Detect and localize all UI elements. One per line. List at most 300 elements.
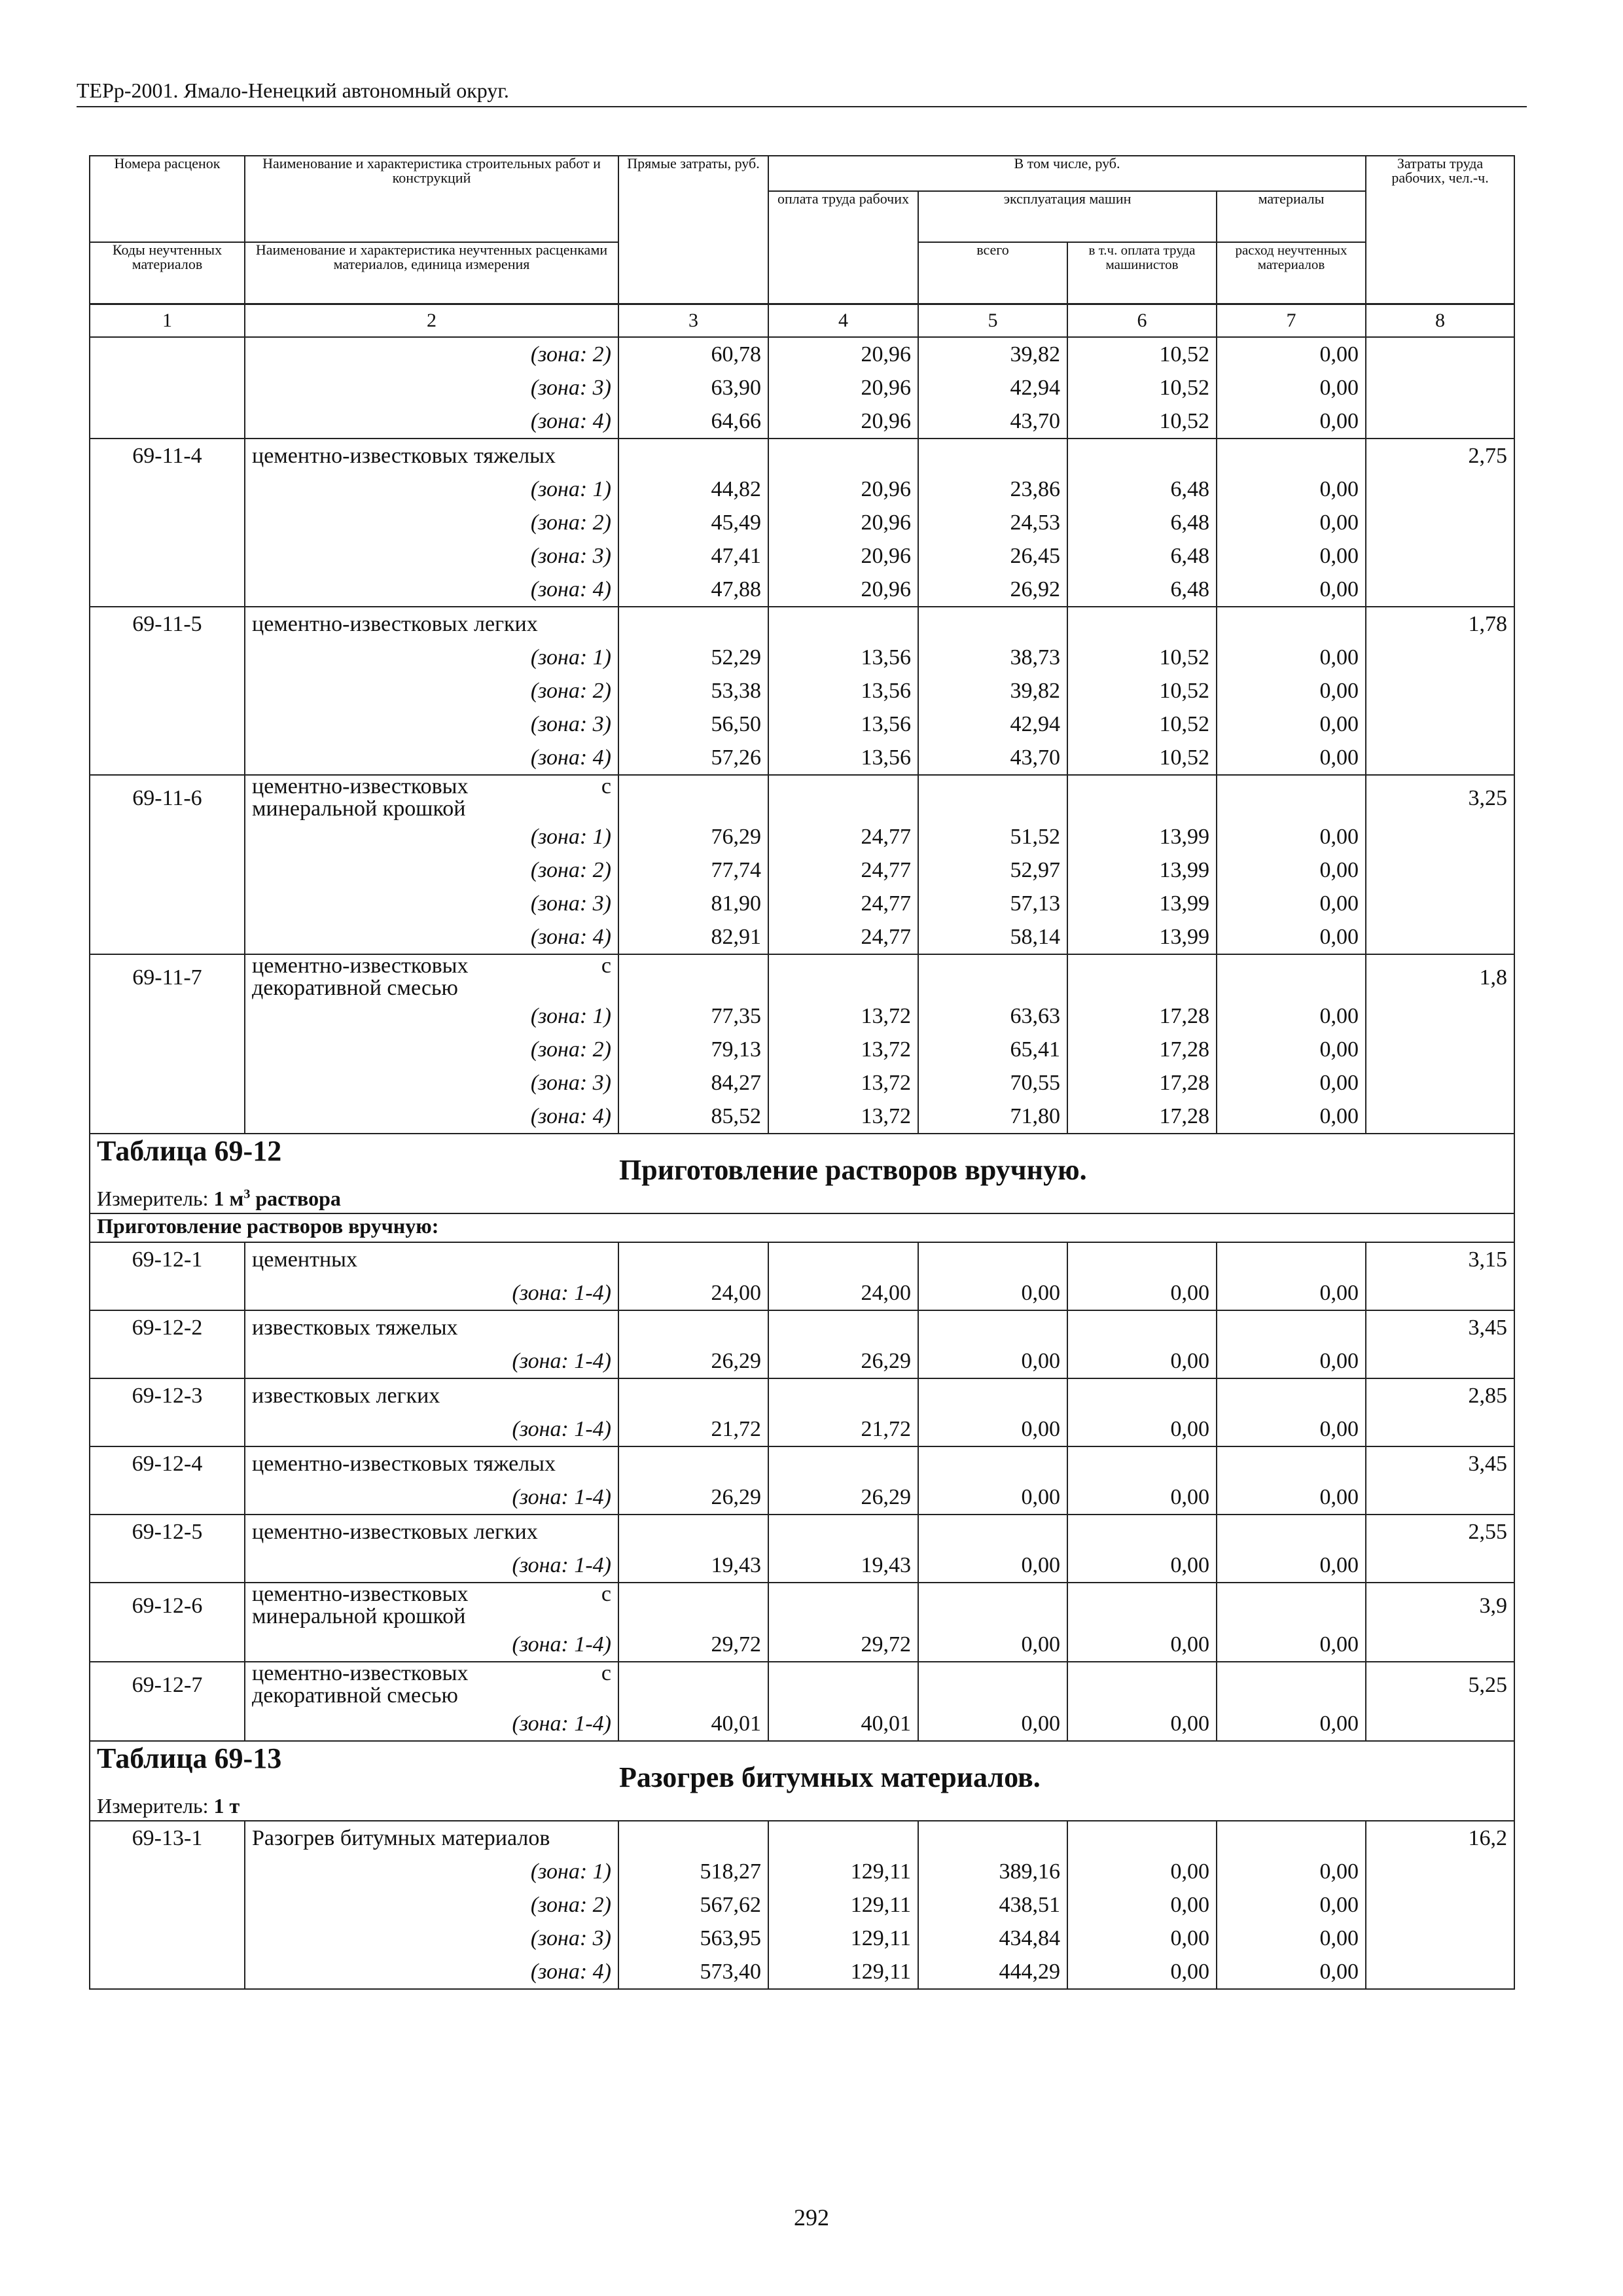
unaccounted-materials: 0,00 [1217,404,1366,439]
machines-total: 42,94 [918,371,1067,404]
running-header: ТЕРр-2001. Ямало-Ненецкий автономный округ. [77,79,509,102]
empty-cell [1366,371,1514,404]
table-69-11-body [90,337,1514,1134]
empty-cell [618,439,768,473]
operators-pay: 0,00 [1067,1276,1217,1310]
zone-row [90,1100,1514,1134]
rate-name: цементных [245,1242,618,1276]
direct-costs: 52,29 [618,641,768,674]
zone-label: (зона: 2) [245,506,618,539]
empty-cell [768,1378,918,1412]
empty-cell [1366,337,1514,371]
empty-cell [918,1446,1067,1480]
empty-cell [90,1276,245,1310]
empty-cell [1217,1662,1366,1707]
labor-pay: 24,77 [768,920,918,954]
rate-header-row [90,1821,1514,1855]
zone-label: (зона: 4) [245,741,618,775]
unaccounted-materials: 0,00 [1217,371,1366,404]
unaccounted-materials: 0,00 [1217,1955,1366,1989]
unaccounted-materials: 0,00 [1217,1100,1366,1134]
operators-pay: 0,00 [1067,1412,1217,1446]
operators-pay: 0,00 [1067,1888,1217,1922]
empty-cell [618,775,768,820]
empty-cell [1366,1276,1514,1310]
empty-cell [768,775,918,820]
unaccounted-materials: 0,00 [1217,1922,1366,1955]
empty-cell [768,1446,918,1480]
labor-pay: 20,96 [768,473,918,506]
empty-cell [1366,1922,1514,1955]
zone-row [90,1955,1514,1989]
empty-cell [1366,1033,1514,1066]
zone-label: (зона: 3) [245,371,618,404]
operators-pay: 10,52 [1067,371,1217,404]
operators-pay: 13,99 [1067,887,1217,920]
unaccounted-materials: 0,00 [1217,473,1366,506]
unaccounted-materials: 0,00 [1217,1276,1366,1310]
unaccounted-materials: 0,00 [1217,887,1366,920]
labor-cost: 3,25 [1366,775,1514,820]
rate-header-row [90,1242,1514,1276]
empty-cell [1366,1707,1514,1741]
operators-pay: 17,28 [1067,999,1217,1033]
machines-total: 38,73 [918,641,1067,674]
labor-pay: 20,96 [768,539,918,573]
labor-cost: 2,85 [1366,1378,1514,1412]
machines-total: 39,82 [918,337,1067,371]
empty-cell [1067,1242,1217,1276]
operators-pay: 10,52 [1067,641,1217,674]
header-machines-operators: в т.ч. оплата труда машинистов [1067,242,1217,304]
direct-costs: 53,38 [618,674,768,708]
empty-cell [1217,1378,1366,1412]
direct-costs: 82,91 [618,920,768,954]
empty-cell [1366,1344,1514,1378]
empty-cell [90,404,245,439]
rate-name: Разогрев битумных материалов [245,1821,618,1855]
zone-row [90,473,1514,506]
empty-cell [768,1662,918,1707]
labor-pay: 13,72 [768,1066,918,1100]
empty-cell [90,1922,245,1955]
empty-cell [1366,999,1514,1033]
machines-total: 23,86 [918,473,1067,506]
empty-cell [1366,506,1514,539]
labor-cost: 1,8 [1366,954,1514,999]
operators-pay: 6,48 [1067,506,1217,539]
unaccounted-materials: 0,00 [1217,506,1366,539]
rate-code: 69-12-5 [90,1515,245,1549]
meter-unit: раствора [250,1187,341,1210]
header-machines: эксплуатация машин [918,191,1217,242]
table-title: Таблица 69-13 [97,1742,282,1774]
table-name: Приготовление растворов вручную. [619,1154,1087,1186]
rate-name: цементно-известковых с минеральной крошкой [245,775,618,820]
empty-cell [1067,1378,1217,1412]
zone-row [90,674,1514,708]
header-codes-top: Номера расценок [90,156,245,242]
empty-cell [90,1480,245,1515]
table-69-13-body [90,1821,1514,1989]
zone-label: (зона: 2) [245,1888,618,1922]
labor-pay: 26,29 [768,1480,918,1515]
meter-value: 1 м [213,1187,244,1210]
empty-cell [90,1066,245,1100]
zone-label: (зона: 1-4) [245,1276,618,1310]
machines-total: 444,29 [918,1955,1067,1989]
header-direct-costs: Прямые затраты, руб. [618,156,768,304]
empty-cell [1366,820,1514,853]
zone-label: (зона: 1) [245,1855,618,1888]
empty-cell [1366,887,1514,920]
empty-cell [1217,775,1366,820]
zone-row [90,1628,1514,1662]
rate-header-row [90,775,1514,820]
empty-cell [90,1855,245,1888]
col-num: 4 [768,304,918,338]
table-name: Разогрев битумных материалов. [619,1761,1041,1793]
empty-cell [90,674,245,708]
meter-superscript: 3 [243,1187,251,1202]
header-machines-total: всего [918,242,1067,304]
empty-cell [90,999,245,1033]
direct-costs: 40,01 [618,1707,768,1741]
empty-cell [918,1821,1067,1855]
zone-row [90,1922,1514,1955]
zone-label: (зона: 3) [245,1922,618,1955]
direct-costs: 567,62 [618,1888,768,1922]
table-69-12-heading [90,1134,1514,1242]
empty-cell [768,1583,918,1628]
col-num: 7 [1217,304,1366,338]
header-materials: материалы [1217,191,1366,242]
labor-pay: 29,72 [768,1628,918,1662]
machines-total: 0,00 [918,1276,1067,1310]
unaccounted-materials: 0,00 [1217,1888,1366,1922]
col-num: 8 [1366,304,1514,338]
empty-cell [618,1310,768,1344]
header-name-top: Наименование и характеристика строительных работ и конструкций [245,156,618,242]
zone-row [90,1412,1514,1446]
empty-cell [1067,1310,1217,1344]
labor-cost: 3,9 [1366,1583,1514,1628]
unaccounted-materials: 0,00 [1217,674,1366,708]
col-num: 2 [245,304,618,338]
rate-code: 69-12-6 [90,1583,245,1628]
zone-row [90,708,1514,741]
zone-label: (зона: 1-4) [245,1480,618,1515]
rate-name: цементно-известковых тяжелых [245,439,618,473]
direct-costs: 19,43 [618,1549,768,1583]
zone-row [90,371,1514,404]
empty-cell [1366,674,1514,708]
operators-pay: 10,52 [1067,674,1217,708]
empty-cell [618,1821,768,1855]
operators-pay: 10,52 [1067,741,1217,775]
zone-label: (зона: 1) [245,473,618,506]
unaccounted-materials: 0,00 [1217,641,1366,674]
labor-cost: 3,15 [1366,1242,1514,1276]
empty-cell [618,1515,768,1549]
direct-costs: 79,13 [618,1033,768,1066]
section-title: Приготовление растворов вручную: [90,1213,1514,1242]
operators-pay: 10,52 [1067,708,1217,741]
empty-cell [1217,607,1366,641]
machines-total: 57,13 [918,887,1067,920]
labor-pay: 129,11 [768,1922,918,1955]
empty-cell [1366,1549,1514,1583]
empty-cell [90,820,245,853]
direct-costs: 573,40 [618,1955,768,1989]
empty-cell [90,641,245,674]
empty-cell [1366,1955,1514,1989]
unaccounted-materials: 0,00 [1217,1033,1366,1066]
operators-pay: 13,99 [1067,920,1217,954]
zone-label: (зона: 3) [245,539,618,573]
empty-cell [618,1446,768,1480]
zone-row [90,920,1514,954]
operators-pay: 6,48 [1067,539,1217,573]
machines-total: 71,80 [918,1100,1067,1134]
empty-cell [90,473,245,506]
empty-cell [90,1344,245,1378]
zone-row [90,506,1514,539]
labor-cost: 3,45 [1366,1446,1514,1480]
empty-cell [1217,1583,1366,1628]
direct-costs: 85,52 [618,1100,768,1134]
rate-name: цементно-известковых легких [245,607,618,641]
empty-cell [90,853,245,887]
empty-cell [90,573,245,607]
zone-row [90,1480,1514,1515]
rate-name: цементно-известковых тяжелых [245,1446,618,1480]
machines-total: 0,00 [918,1707,1067,1741]
labor-pay: 20,96 [768,337,918,371]
machines-total: 63,63 [918,999,1067,1033]
rate-header-row [90,1662,1514,1707]
machines-total: 24,53 [918,506,1067,539]
direct-costs: 518,27 [618,1855,768,1888]
machines-total: 26,45 [918,539,1067,573]
empty-cell [1366,853,1514,887]
empty-cell [90,920,245,954]
machines-total: 58,14 [918,920,1067,954]
direct-costs: 77,74 [618,853,768,887]
operators-pay: 17,28 [1067,1066,1217,1100]
empty-cell [1067,775,1217,820]
labor-pay: 24,77 [768,853,918,887]
direct-costs: 57,26 [618,741,768,775]
zone-row [90,573,1514,607]
machines-total: 43,70 [918,404,1067,439]
empty-cell [90,1888,245,1922]
operators-pay: 0,00 [1067,1628,1217,1662]
empty-cell [90,506,245,539]
meter-label: Измеритель: [97,1187,214,1210]
labor-pay: 26,29 [768,1344,918,1378]
empty-cell [1366,539,1514,573]
rate-name: известковых тяжелых [245,1310,618,1344]
zone-label: (зона: 1-4) [245,1412,618,1446]
empty-cell [918,775,1067,820]
empty-cell [90,1033,245,1066]
header-name-bottom: Наименование и характеристика неучтенных расценками материалов, единица измерения [245,242,618,304]
zone-label: (зона: 2) [245,853,618,887]
zone-label: (зона: 1-4) [245,1628,618,1662]
direct-costs: 77,35 [618,999,768,1033]
empty-cell [1217,954,1366,999]
labor-cost: 1,78 [1366,607,1514,641]
empty-cell [90,741,245,775]
labor-cost: 5,25 [1366,1662,1514,1707]
operators-pay: 0,00 [1067,1855,1217,1888]
zone-row [90,641,1514,674]
empty-cell [1366,1066,1514,1100]
empty-cell [90,1412,245,1446]
operators-pay: 6,48 [1067,473,1217,506]
empty-cell [1366,1628,1514,1662]
unaccounted-materials: 0,00 [1217,1344,1366,1378]
zone-label: (зона: 4) [245,1100,618,1134]
direct-costs: 47,88 [618,573,768,607]
labor-pay: 129,11 [768,1855,918,1888]
rate-name: цементно-известковых с минеральной крошкой [245,1583,618,1628]
empty-cell [918,1378,1067,1412]
table-69-12-body [90,1242,1514,1741]
machines-total: 0,00 [918,1480,1067,1515]
empty-cell [918,954,1067,999]
meter-value: 1 т [213,1794,240,1818]
empty-cell [918,1662,1067,1707]
rate-code: 69-11-5 [90,607,245,641]
zone-row [90,1066,1514,1100]
machines-total: 389,16 [918,1855,1067,1888]
unaccounted-materials: 0,00 [1217,741,1366,775]
labor-pay: 13,56 [768,641,918,674]
empty-cell [1366,1888,1514,1922]
rate-code: 69-11-4 [90,439,245,473]
zone-label: (зона: 1) [245,820,618,853]
rate-code: 69-12-1 [90,1242,245,1276]
machines-total: 26,92 [918,573,1067,607]
empty-cell [1217,1242,1366,1276]
column-numbers-row [90,304,1514,338]
zone-row [90,1888,1514,1922]
labor-pay: 13,56 [768,708,918,741]
empty-cell [618,1583,768,1628]
zone-label: (зона: 3) [245,1066,618,1100]
labor-cost: 3,45 [1366,1310,1514,1344]
labor-pay: 13,72 [768,1100,918,1134]
empty-cell [768,1515,918,1549]
empty-cell [1067,1515,1217,1549]
empty-cell [618,1378,768,1412]
machines-total: 51,52 [918,820,1067,853]
rate-name: известковых легких [245,1378,618,1412]
rate-code: 69-13-1 [90,1821,245,1855]
col-num: 6 [1067,304,1217,338]
unaccounted-materials: 0,00 [1217,1549,1366,1583]
empty-cell [1366,1480,1514,1515]
zone-label: (зона: 4) [245,1955,618,1989]
rate-header-row [90,954,1514,999]
direct-costs: 64,66 [618,404,768,439]
zone-label: (зона: 1-4) [245,1344,618,1378]
direct-costs: 21,72 [618,1412,768,1446]
operators-pay: 0,00 [1067,1707,1217,1741]
operators-pay: 13,99 [1067,820,1217,853]
empty-cell [1067,1821,1217,1855]
zone-row [90,1549,1514,1583]
zone-row [90,853,1514,887]
empty-cell [1217,439,1366,473]
zone-label: (зона: 4) [245,573,618,607]
direct-costs: 26,29 [618,1480,768,1515]
rates-table [89,155,1515,1990]
empty-cell [1067,1662,1217,1707]
empty-cell [1366,573,1514,607]
zone-row [90,741,1514,775]
empty-cell [1366,641,1514,674]
col-num: 5 [918,304,1067,338]
zone-row [90,1276,1514,1310]
empty-cell [918,1242,1067,1276]
empty-cell [618,1662,768,1707]
direct-costs: 24,00 [618,1276,768,1310]
labor-cost: 16,2 [1366,1821,1514,1855]
zone-row [90,404,1514,439]
empty-cell [768,1242,918,1276]
empty-cell [1217,1821,1366,1855]
direct-costs: 45,49 [618,506,768,539]
machines-total: 0,00 [918,1549,1067,1583]
direct-costs: 29,72 [618,1628,768,1662]
direct-costs: 63,90 [618,371,768,404]
operators-pay: 0,00 [1067,1922,1217,1955]
meter-label: Измеритель: [97,1794,214,1818]
direct-costs: 84,27 [618,1066,768,1100]
empty-cell [1217,1515,1366,1549]
empty-cell [1217,1446,1366,1480]
unaccounted-materials: 0,00 [1217,708,1366,741]
machines-total: 52,97 [918,853,1067,887]
zone-label: (зона: 3) [245,708,618,741]
operators-pay: 17,28 [1067,1100,1217,1134]
operators-pay: 10,52 [1067,404,1217,439]
labor-pay: 20,96 [768,404,918,439]
labor-pay: 24,77 [768,887,918,920]
operators-pay: 0,00 [1067,1480,1217,1515]
table-title: Таблица 69-12 [97,1135,282,1167]
labor-cost: 2,55 [1366,1515,1514,1549]
zone-row [90,1707,1514,1741]
empty-cell [90,1100,245,1134]
labor-pay: 13,56 [768,674,918,708]
empty-cell [1067,954,1217,999]
direct-costs: 26,29 [618,1344,768,1378]
empty-cell [1366,1412,1514,1446]
empty-cell [918,439,1067,473]
machines-total: 0,00 [918,1628,1067,1662]
unaccounted-materials: 0,00 [1217,539,1366,573]
direct-costs: 563,95 [618,1922,768,1955]
machines-total: 43,70 [918,741,1067,775]
empty-cell [90,1549,245,1583]
empty-cell [90,337,245,371]
empty-cell [768,607,918,641]
machines-total: 0,00 [918,1412,1067,1446]
